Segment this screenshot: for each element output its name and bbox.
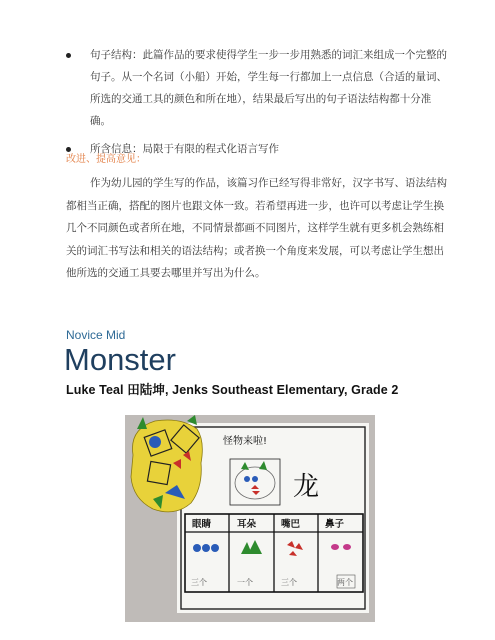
worksheet-char: 龙 xyxy=(293,472,320,502)
column-header: 眼睛 xyxy=(192,519,212,530)
work-title: Monster xyxy=(64,342,176,377)
bullet-icon xyxy=(66,53,71,58)
cell-count: 三个 xyxy=(191,578,207,587)
criteria-text: 所含信息：局限于有限的程式化语言写作 xyxy=(90,143,279,155)
suggestions-paragraph: 作为幼儿园的学生写的作品，该篇习作已经写得非常好，汉字书写、语法结构都相当正确，搭配的图片也跟文体一致。若希望再进一步，也许可以考虑让学生换几个不同颜色或者所在地，不同情景都画不同图片，这样学生就有更多机会熟练相关的词汇书写法和相关的语法结构；或者换一个角度来发展，可以考虑让学生想出他所选的交通工具要去哪里并写出为什么。 xyxy=(66,177,447,279)
cell-count: 三个 xyxy=(281,578,297,587)
column-header: 鼻子 xyxy=(325,519,345,530)
criteria-text: 句子结构：此篇作品的要求使得学生一步一步用熟悉的词汇来组成一个完整的句子。从一个名词（小船）开始，学生每一行都加上一点信息（合适的量词、所选的交通工具的颜色和所在地），结果最后写出的句子语法结构都十分准确。 xyxy=(90,49,447,127)
proficiency-level: Novice Mid xyxy=(66,328,126,342)
cell-count: 两个 xyxy=(337,578,353,587)
suggestions-heading: 改进、提高意见： xyxy=(66,154,146,165)
worksheet-heading: 怪物来啦! xyxy=(223,436,268,447)
criteria-list xyxy=(66,44,451,166)
student-work-photo xyxy=(125,415,375,622)
author-line: Luke Teal 田陆坤, Jenks Southeast Elementary, Grade 2 xyxy=(66,383,399,397)
column-header: 嘴巴 xyxy=(281,519,301,530)
criteria-item xyxy=(66,44,451,132)
column-header: 耳朵 xyxy=(237,519,257,530)
cell-count: 一个 xyxy=(237,578,253,587)
